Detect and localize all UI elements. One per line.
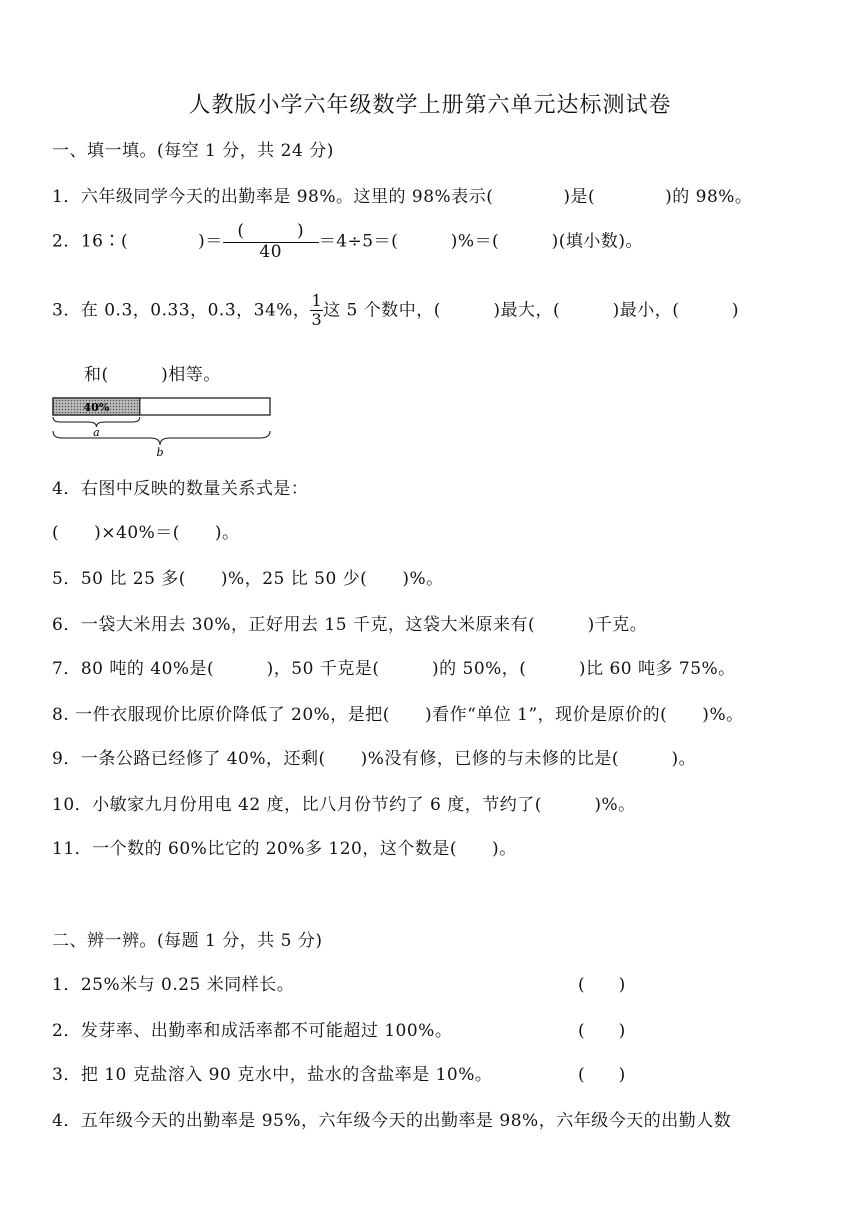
fraction-numerator: 1 — [311, 291, 323, 310]
question-2-prefix: 2．16∶( )＝ — [52, 231, 223, 252]
judge-item-3: 3．把 10 克盐溶入 90 克水中，盐水的含盐率是 10%。 — [52, 1065, 493, 1085]
fraction-numerator: ( ) — [223, 222, 319, 243]
question-4: 4．右图中反映的数量关系式是： — [52, 479, 309, 499]
question-3-fraction — [310, 292, 323, 330]
question-8: 8. 一件衣服现价比原价降低了 20%，是把( )看作“单位 1”，现价是原价的( )%。 — [52, 705, 744, 725]
percent-label: 40% — [83, 401, 110, 414]
brace-b — [53, 431, 270, 445]
question-3-line2: 和( )相等。 — [84, 365, 221, 385]
question-2 — [52, 222, 643, 262]
question-5: 5．50 比 25 多( )%，25 比 50 少( )%。 — [52, 569, 444, 589]
fraction-denominator: 40 — [259, 241, 283, 262]
judge-item-4: 4．五年级今天的出勤率是 95%，六年级今天的出勤率是 98%，六年级今天的出勤人数 — [52, 1111, 732, 1131]
percent-bar-diagram — [52, 396, 274, 460]
question-6: 6．一袋大米用去 30%，正好用去 15 千克，这袋大米原来有( )千克。 — [52, 615, 648, 635]
fraction-denominator: 3 — [311, 310, 323, 330]
page-title: 人教版小学六年级数学上册第六单元达标测试卷 — [188, 93, 672, 118]
judge-bracket-1: ( ) — [578, 975, 626, 995]
question-4-line2: ( )×40%＝( )。 — [52, 523, 240, 543]
question-3 — [52, 292, 739, 330]
label-b: b — [156, 446, 164, 459]
question-10: 10．小敏家九月份用电 42 度，比八月份节约了 6 度，节约了( )%。 — [52, 795, 636, 815]
question-3-suffix: 这 5 个数中，( )最大，( )最小，( ) — [323, 300, 740, 321]
label-a: a — [93, 426, 100, 439]
judge-bracket-2: ( ) — [578, 1021, 626, 1041]
question-2-fraction — [223, 222, 319, 262]
question-1: 1．六年级同学今天的出勤率是 98%。这里的 98%表示( )是( )的 98%。 — [52, 187, 753, 207]
question-9: 9．一条公路已经修了 40%，还剩( )%没有修，已修的与未修的比是( )。 — [52, 749, 697, 769]
question-3-prefix: 3．在 0.3，0.33，0.3̇，34%， — [52, 300, 311, 321]
question-11: 11．一个数的 60%比它的 20%多 120，这个数是( )。 — [52, 839, 517, 859]
judge-bracket-3: ( ) — [578, 1065, 626, 1085]
judge-item-2: 2．发芽率、出勤率和成活率都不可能超过 100%。 — [52, 1021, 453, 1041]
question-7: 7．80 吨的 40%是( )，50 千克是( )的 50%，( )比 60 吨多 75%。 — [52, 659, 736, 679]
section1-heading: 一、填一填。(每空 1 分，共 24 分) — [52, 141, 334, 161]
question-2-suffix: ＝4÷5＝( )%＝( )(填小数)。 — [318, 231, 644, 252]
section2-heading: 二、辨一辨。(每题 1 分，共 5 分) — [52, 931, 323, 951]
judge-item-1: 1．25%米与 0.25 米同样长。 — [52, 975, 295, 995]
